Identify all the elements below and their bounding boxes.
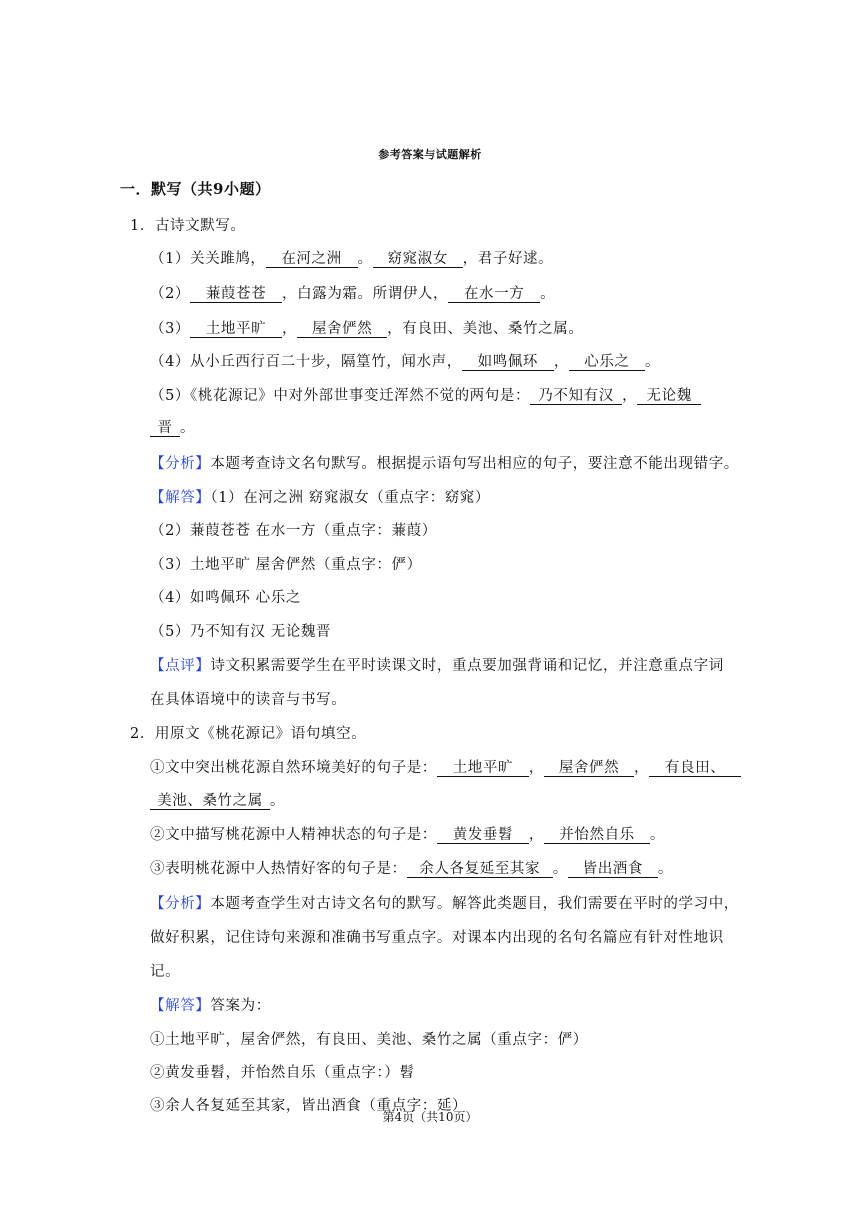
q1-answer-5: （5）乃不知有汉 无论魏晋	[150, 624, 332, 640]
q2-answer-2: ②黄发垂髫，并怡然自乐（重点字：）髫	[150, 1065, 415, 1081]
text: 。	[180, 420, 196, 436]
q1-item-3	[150, 317, 583, 338]
text: 本题考查学生对古诗文名句的默写。解答此类题目，我们需要在平时的学习中，	[210, 896, 739, 912]
analysis-tag: 【分析】	[150, 896, 211, 912]
q2-analysis-cont-1: 做好积累，记住诗句来源和准确书写重点字。对课本内出现的名句名篇应有针对性地识	[150, 930, 724, 946]
text: ，白露为霜。所谓伊人，	[282, 286, 449, 302]
text: （4）从小丘西行百二十步，隔篁竹，闻水声，	[150, 354, 462, 370]
answer-tag: 【解答】	[150, 490, 211, 506]
q1-analysis	[150, 452, 739, 473]
text: ，	[553, 354, 569, 370]
q1-item-1	[150, 247, 553, 268]
question-number: 1．	[130, 218, 155, 234]
text: ③表明桃花源中人热情好客的句子是：	[150, 861, 407, 877]
question-text: 古诗文默写。	[154, 218, 246, 234]
q1-answer	[150, 486, 490, 507]
text: 。	[357, 251, 373, 267]
answer-blank: 蒹葭苍苍	[190, 286, 282, 303]
answer-blank: 余人各复延至其家	[407, 861, 553, 878]
text: 。	[657, 861, 673, 877]
q2-analysis-cont-2: 记。	[150, 964, 181, 980]
answer-blank: 皆出酒食	[568, 861, 658, 878]
answer-blank: 土地平旷	[437, 760, 529, 777]
answer-blank: 在河之洲	[266, 251, 358, 268]
answer-blank: 在水一方	[448, 286, 540, 303]
page-title: 参考答案与试题解析	[378, 148, 482, 161]
q1-item-5-cont	[150, 416, 195, 437]
q1-answer-3: （3）土地平旷 屋舍俨然（重点字：俨）	[150, 557, 422, 573]
text: ②文中描写桃花源中人精神状态的句子是：	[150, 827, 437, 843]
question-number: 2．	[130, 726, 155, 742]
answer-blank: 土地平旷	[190, 321, 282, 338]
q1-comment-cont: 在具体语境中的读音与书写。	[150, 692, 347, 708]
text: ，君子好逑。	[462, 251, 554, 267]
q2-item-2	[150, 823, 665, 844]
answer-blank: 有良田、	[649, 760, 741, 777]
text: 。	[540, 286, 556, 302]
question-1-stem	[130, 214, 246, 235]
text: ，	[634, 760, 650, 776]
q2-answer-3: ③余人各复延至其家，皆出酒食（重点字：延）	[150, 1098, 468, 1114]
page-footer: 第4页（共10页）	[382, 1110, 478, 1124]
answer-blank: 窈窕淑女	[373, 251, 463, 268]
text: （1）关关雎鸠，	[150, 251, 266, 267]
text: 。	[644, 354, 661, 370]
answer-blank: 晋	[150, 420, 180, 437]
question-text: 用原文《桃花源记》语句填空。	[154, 726, 367, 742]
q1-answer-4: （4）如鸣佩环 心乐之	[150, 590, 301, 606]
q2-item-1	[150, 756, 741, 777]
answer-tag: 【解答】	[150, 998, 211, 1014]
text: （2）	[150, 286, 191, 302]
analysis-tag: 【分析】	[150, 456, 211, 472]
answer-blank: 黄发垂髫	[437, 827, 529, 844]
text: ，	[282, 321, 298, 337]
answer-blank: 如鸣佩环	[462, 354, 554, 371]
text: 。	[270, 793, 286, 809]
answer-blank: 无论魏	[637, 388, 701, 405]
q2-item-3	[150, 857, 673, 878]
q1-item-5	[150, 384, 701, 405]
q1-comment	[150, 654, 724, 675]
answer-blank: 并怡然自乐	[544, 827, 650, 844]
q2-answer-1: ①土地平旷，屋舍俨然，有良田、美池、桑竹之属（重点字：俨）	[150, 1032, 588, 1048]
section-heading: 一．默写（共9小题）	[120, 180, 271, 198]
q1-answer-2: （2）蒹葭苍苍 在水一方（重点字：蒹葭）	[150, 523, 437, 539]
text: ，有良田、美池、桑竹之属。	[387, 321, 584, 337]
text: 诗文积累需要学生在平时读课文时，重点要加强背诵和记忆，并注意重点字词	[210, 658, 724, 674]
text: ，	[528, 760, 545, 776]
text: （1）在河之洲 窈窕淑女（重点字：窈窕）	[210, 490, 490, 506]
text: 。	[650, 827, 666, 843]
q2-answer	[150, 994, 271, 1015]
answer-blank: 屋舍俨然	[544, 760, 634, 777]
answer-blank: 屋舍俨然	[297, 321, 387, 338]
text: 本题考查诗文名句默写。根据提示语句写出相应的句子，要注意不能出现错字。	[210, 456, 739, 472]
q1-item-2	[150, 282, 555, 303]
text: ，	[528, 827, 545, 843]
answer-blank: 心乐之	[569, 354, 645, 371]
text: ①文中突出桃花源自然环境美好的句子是：	[150, 760, 437, 776]
answer-blank: 乃不知有汉	[530, 388, 622, 405]
text: ，	[622, 388, 638, 404]
comment-tag: 【点评】	[150, 658, 211, 674]
q2-item-1-cont	[150, 789, 285, 810]
text: （5）《桃花源记》中对外部世事变迁浑然不觉的两句是：	[150, 388, 531, 404]
q2-analysis	[150, 892, 739, 913]
q1-item-4	[150, 350, 660, 371]
answer-blank: 美池、桑竹之属	[150, 793, 270, 810]
text: 答案为：	[210, 998, 271, 1014]
text: （3）	[150, 321, 191, 337]
question-2-stem	[130, 722, 366, 743]
text: 。	[552, 861, 568, 877]
